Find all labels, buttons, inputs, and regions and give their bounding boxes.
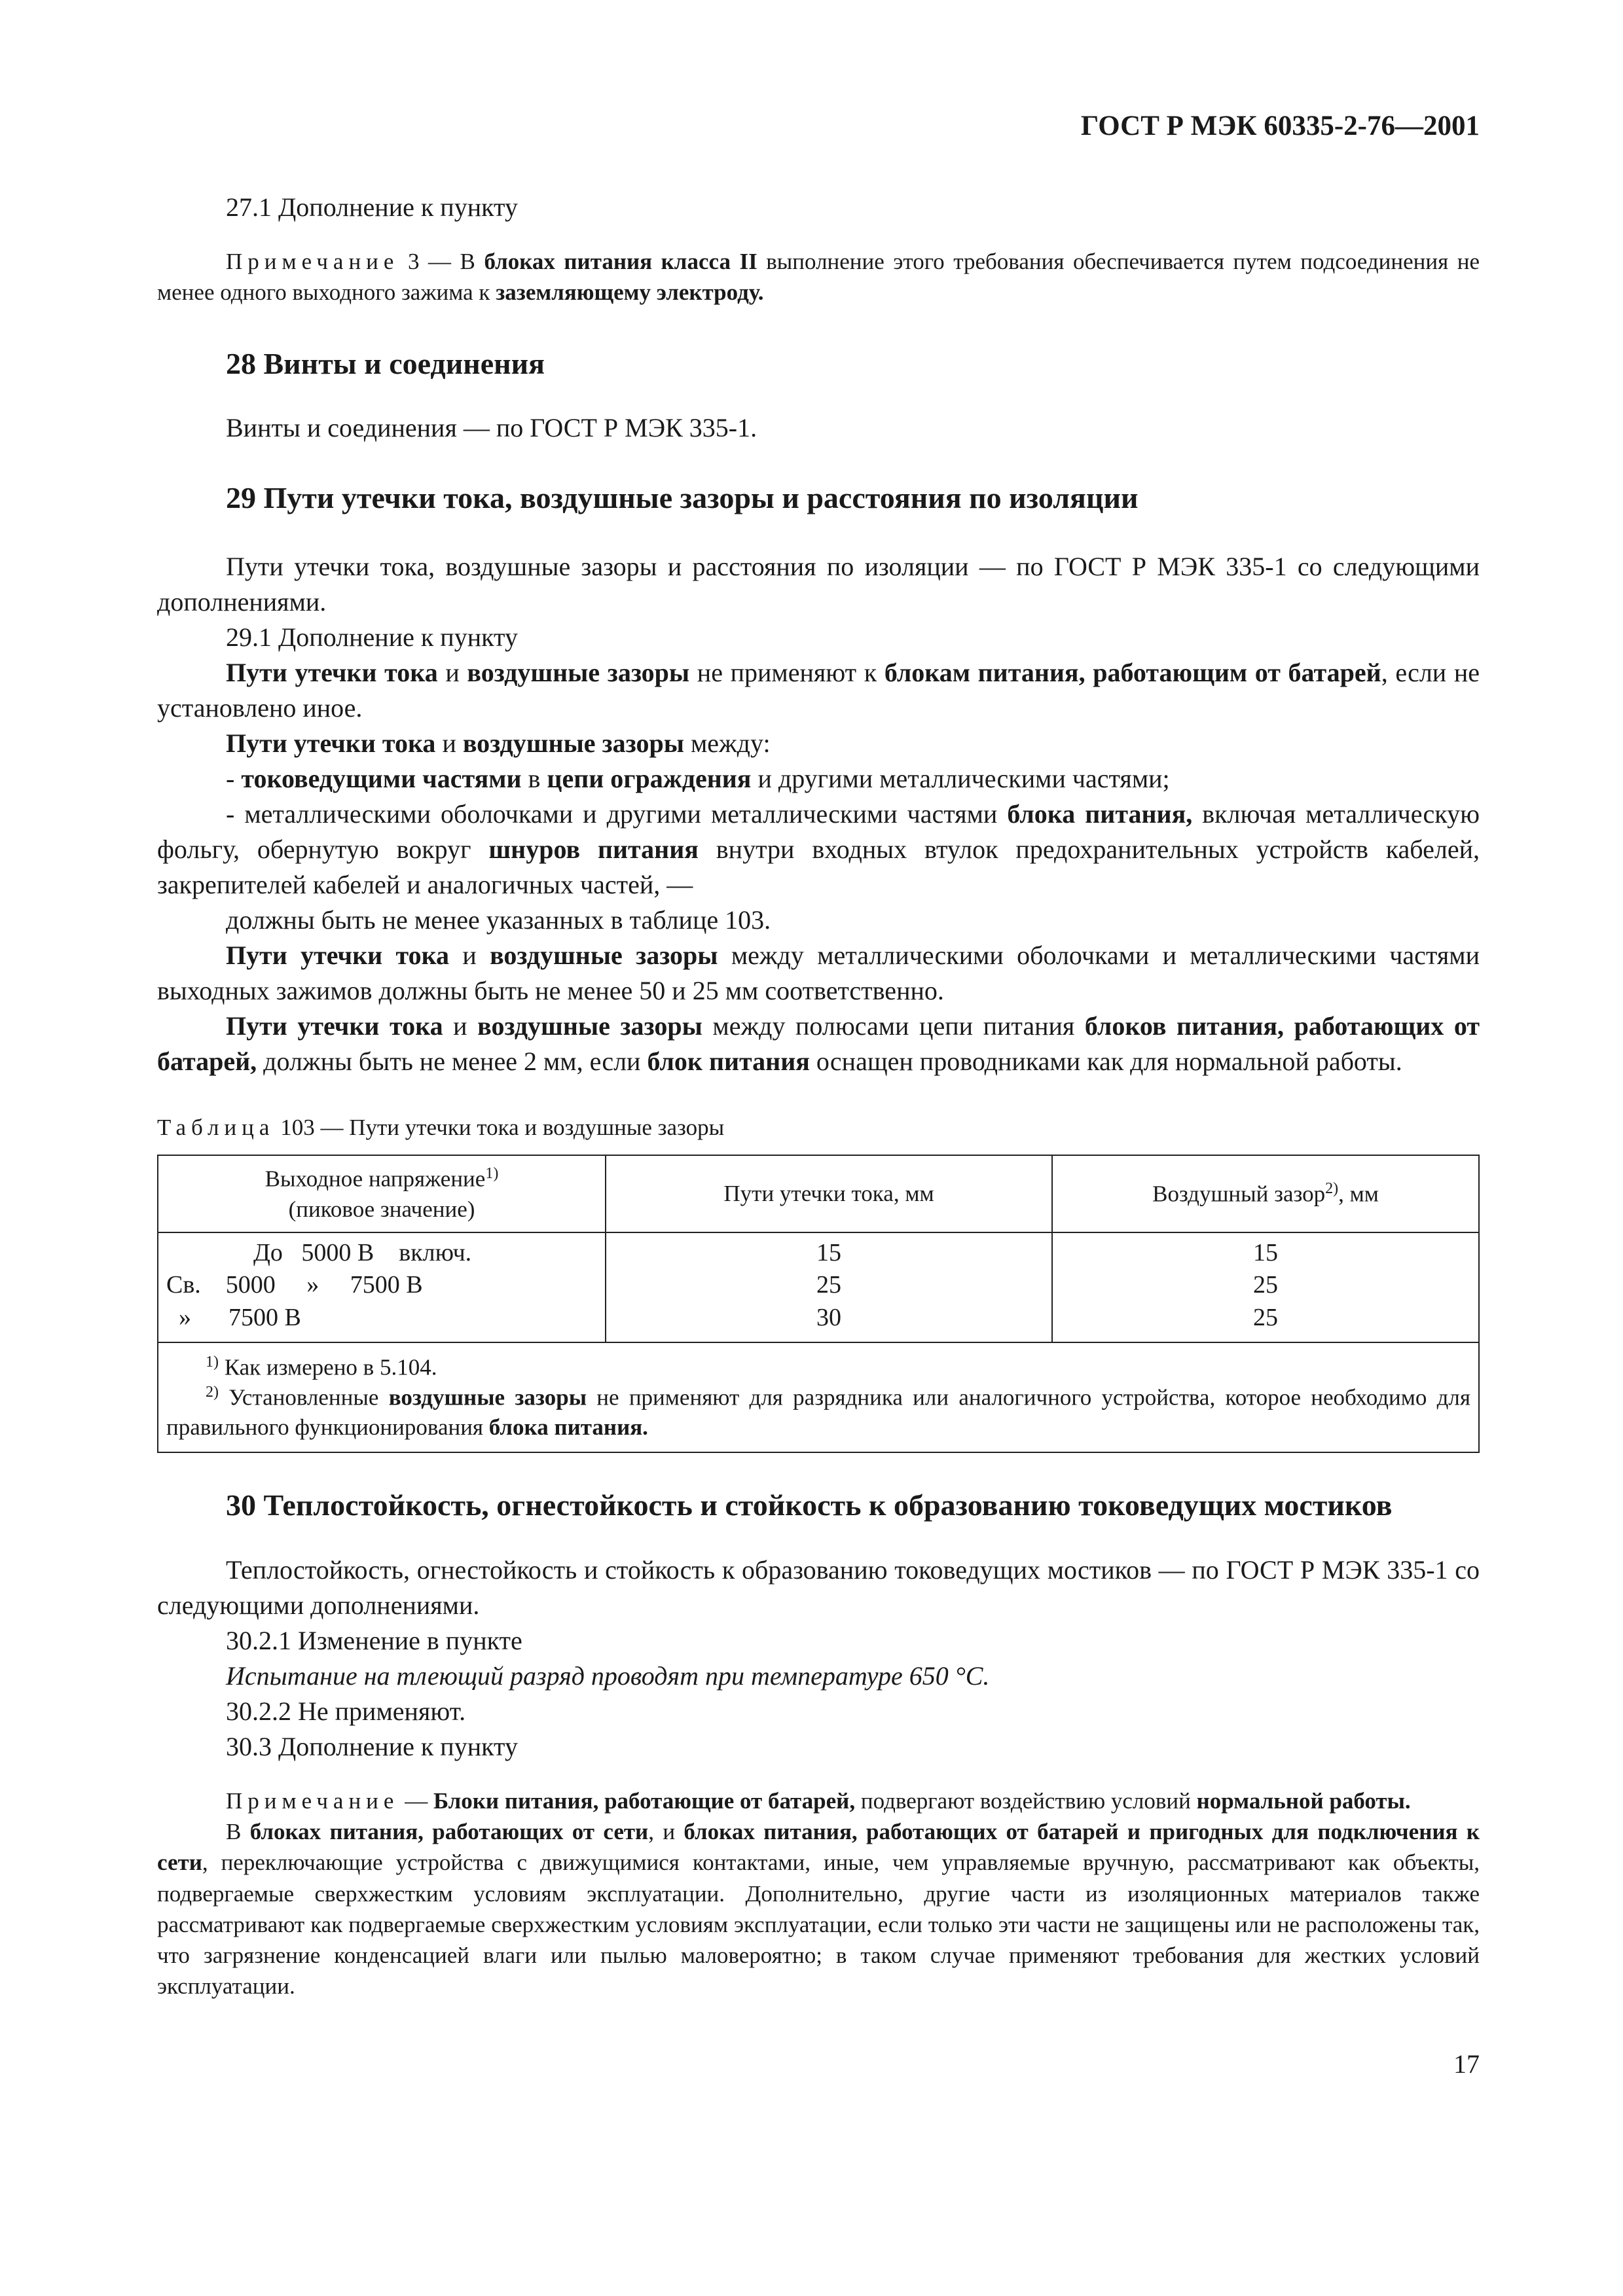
paragraph-29-1-e: Пути утечки тока и воздушные зазоры между полюсами цепи питания блоков питания, работающих от батарей, должны быть не менее 2 мм, если блок питания оснащен проводниками как для нормальной работы.	[157, 1011, 1480, 1077]
subclause-29-1-heading: 29.1 Дополнение к пункту	[226, 622, 518, 653]
page-body	[157, 190, 1480, 2002]
table-body-row	[158, 1232, 1479, 1342]
table-header-row	[158, 1155, 1479, 1232]
footnote-2: $^{2)}$ Установленные воздушные зазоры не применяют для разрядника или аналогичного устройства, которое необходимо для правильного функционирования блока питания.	[166, 1384, 1470, 1441]
list-item-metal-enclosures: - металлическими оболочками и другими металлическими частями блока питания, включая металлическую фольгу, обернутую вокруг шнуров питания внутри входных втулок предохранительных устройств кабелей, закрепителей кабелей и аналогичных частей, —	[157, 799, 1480, 900]
section-28-text: Винты и соединения — по ГОСТ Р МЭК 335-1.	[226, 413, 757, 443]
paragraph-29-1-c: должны быть не менее указанных в таблице 103.	[226, 905, 771, 935]
subclause-27-1-heading: 27.1 Дополнение к пункту	[226, 192, 518, 222]
column-header-clearance: Воздушный зазор$^{2)}$, мм	[1052, 1155, 1479, 1232]
table-103-caption: Таблица 103 — Пути утечки тока и воздушные зазоры	[157, 1115, 725, 1141]
section-29-title: 29 Пути утечки тока, воздушные зазоры и расстояния по изоляции	[226, 481, 1139, 515]
paragraph-29-1-b: Пути утечки тока и воздушные зазоры между:	[226, 728, 771, 759]
column-header-creepage: Пути утечки тока, мм	[606, 1155, 1052, 1232]
table-footnotes-row	[158, 1342, 1479, 1452]
table-footnotes	[158, 1342, 1479, 1452]
clearance-cell: 15 25 25	[1052, 1232, 1479, 1342]
table-103	[157, 1155, 1480, 1453]
section-30-title: 30 Теплостойкость, огнестойкость и стойкость к образованию токоведущих мостиков	[226, 1488, 1393, 1522]
column-header-voltage: Выходное напряжение$^{1)}$ (пиковое значение)	[158, 1155, 606, 1232]
voltage-cell	[158, 1232, 606, 1342]
subclause-30-2-1-heading: 30.2.1 Изменение в пункте	[226, 1625, 522, 1655]
section-29-intro: Пути утечки тока, воздушные зазоры и расстояния по изоляции — по ГОСТ Р МЭК 335-1 со следующими дополнениями.	[157, 552, 1480, 617]
list-item-live-parts: - токоведущими частями в цепи ограждения и другими металлическими частями;	[226, 764, 1170, 794]
section-28-title: 28 Винты и соединения	[226, 346, 545, 380]
subclause-30-2-1-text: Испытание на тлеющий разряд проводят при температуре 650 °С.	[226, 1660, 990, 1691]
note-27-1: Примечание 3 — В блоках питания класса II выполнение этого требования обеспечивается путем подсоединения не менее одного выходного зажима к заземляющему электроду.	[157, 249, 1480, 306]
table-row: До 5000 В включ.	[166, 1239, 472, 1266]
page-number: 17	[1453, 2049, 1480, 2079]
paragraph-29-1-d: Пути утечки тока и воздушные зазоры между металлическими оболочками и металлическими частями выходных зажимов должны быть не менее 50 и 25 мм соответственно.	[157, 941, 1480, 1006]
subclause-30-3-heading: 30.3 Дополнение к пункту	[226, 1731, 518, 1761]
document-header: ГОСТ Р МЭК 60335-2-76—2001	[1080, 111, 1480, 141]
subclause-30-2-2: 30.2.2 Не применяют.	[226, 1696, 466, 1726]
section-30-intro: Теплостойкость, огнестойкость и стойкость к образованию токоведущих мостиков — по ГОСТ Р МЭК 335-1 со следующими дополнениями.	[157, 1554, 1480, 1620]
table-row: » 7500 В	[166, 1303, 301, 1331]
table-row: Св. 5000 » 7500 В	[166, 1271, 423, 1299]
note-30-3: Примечание — Блоки питания, работающие от батарей, подвергают воздействию условий нормальной работы.	[226, 1787, 1411, 1814]
paragraph-29-1-a: Пути утечки тока и воздушные зазоры не применяют к блокам питания, работающим от батарей, если не установлено иное.	[157, 658, 1480, 723]
paragraph-30-3: В блоках питания, работающих от сети, и блоках питания, работающих от батарей и пригодных для подключения к сети, переключающие устройства с движущимися контактами, иные, чем управляемые вручную, рассматривают как объекты, подвергаемые сверхжестким условиям эксплуатации. Дополнительно, другие части из изоляционных материалов также рассматривают как подвергаемые сверхжестким условиям эксплуатации, если только эти части не защищены или не расположены так, что загрязнение конденсацией влаги или пылью маловероятно; в таком случае применяют требования для жестких условий эксплуатации.	[157, 1819, 1480, 2000]
footnote-1: $^{1)}$ Как измерено в 5.104.	[206, 1354, 437, 1380]
creepage-cell: 15 25 30	[606, 1232, 1052, 1342]
